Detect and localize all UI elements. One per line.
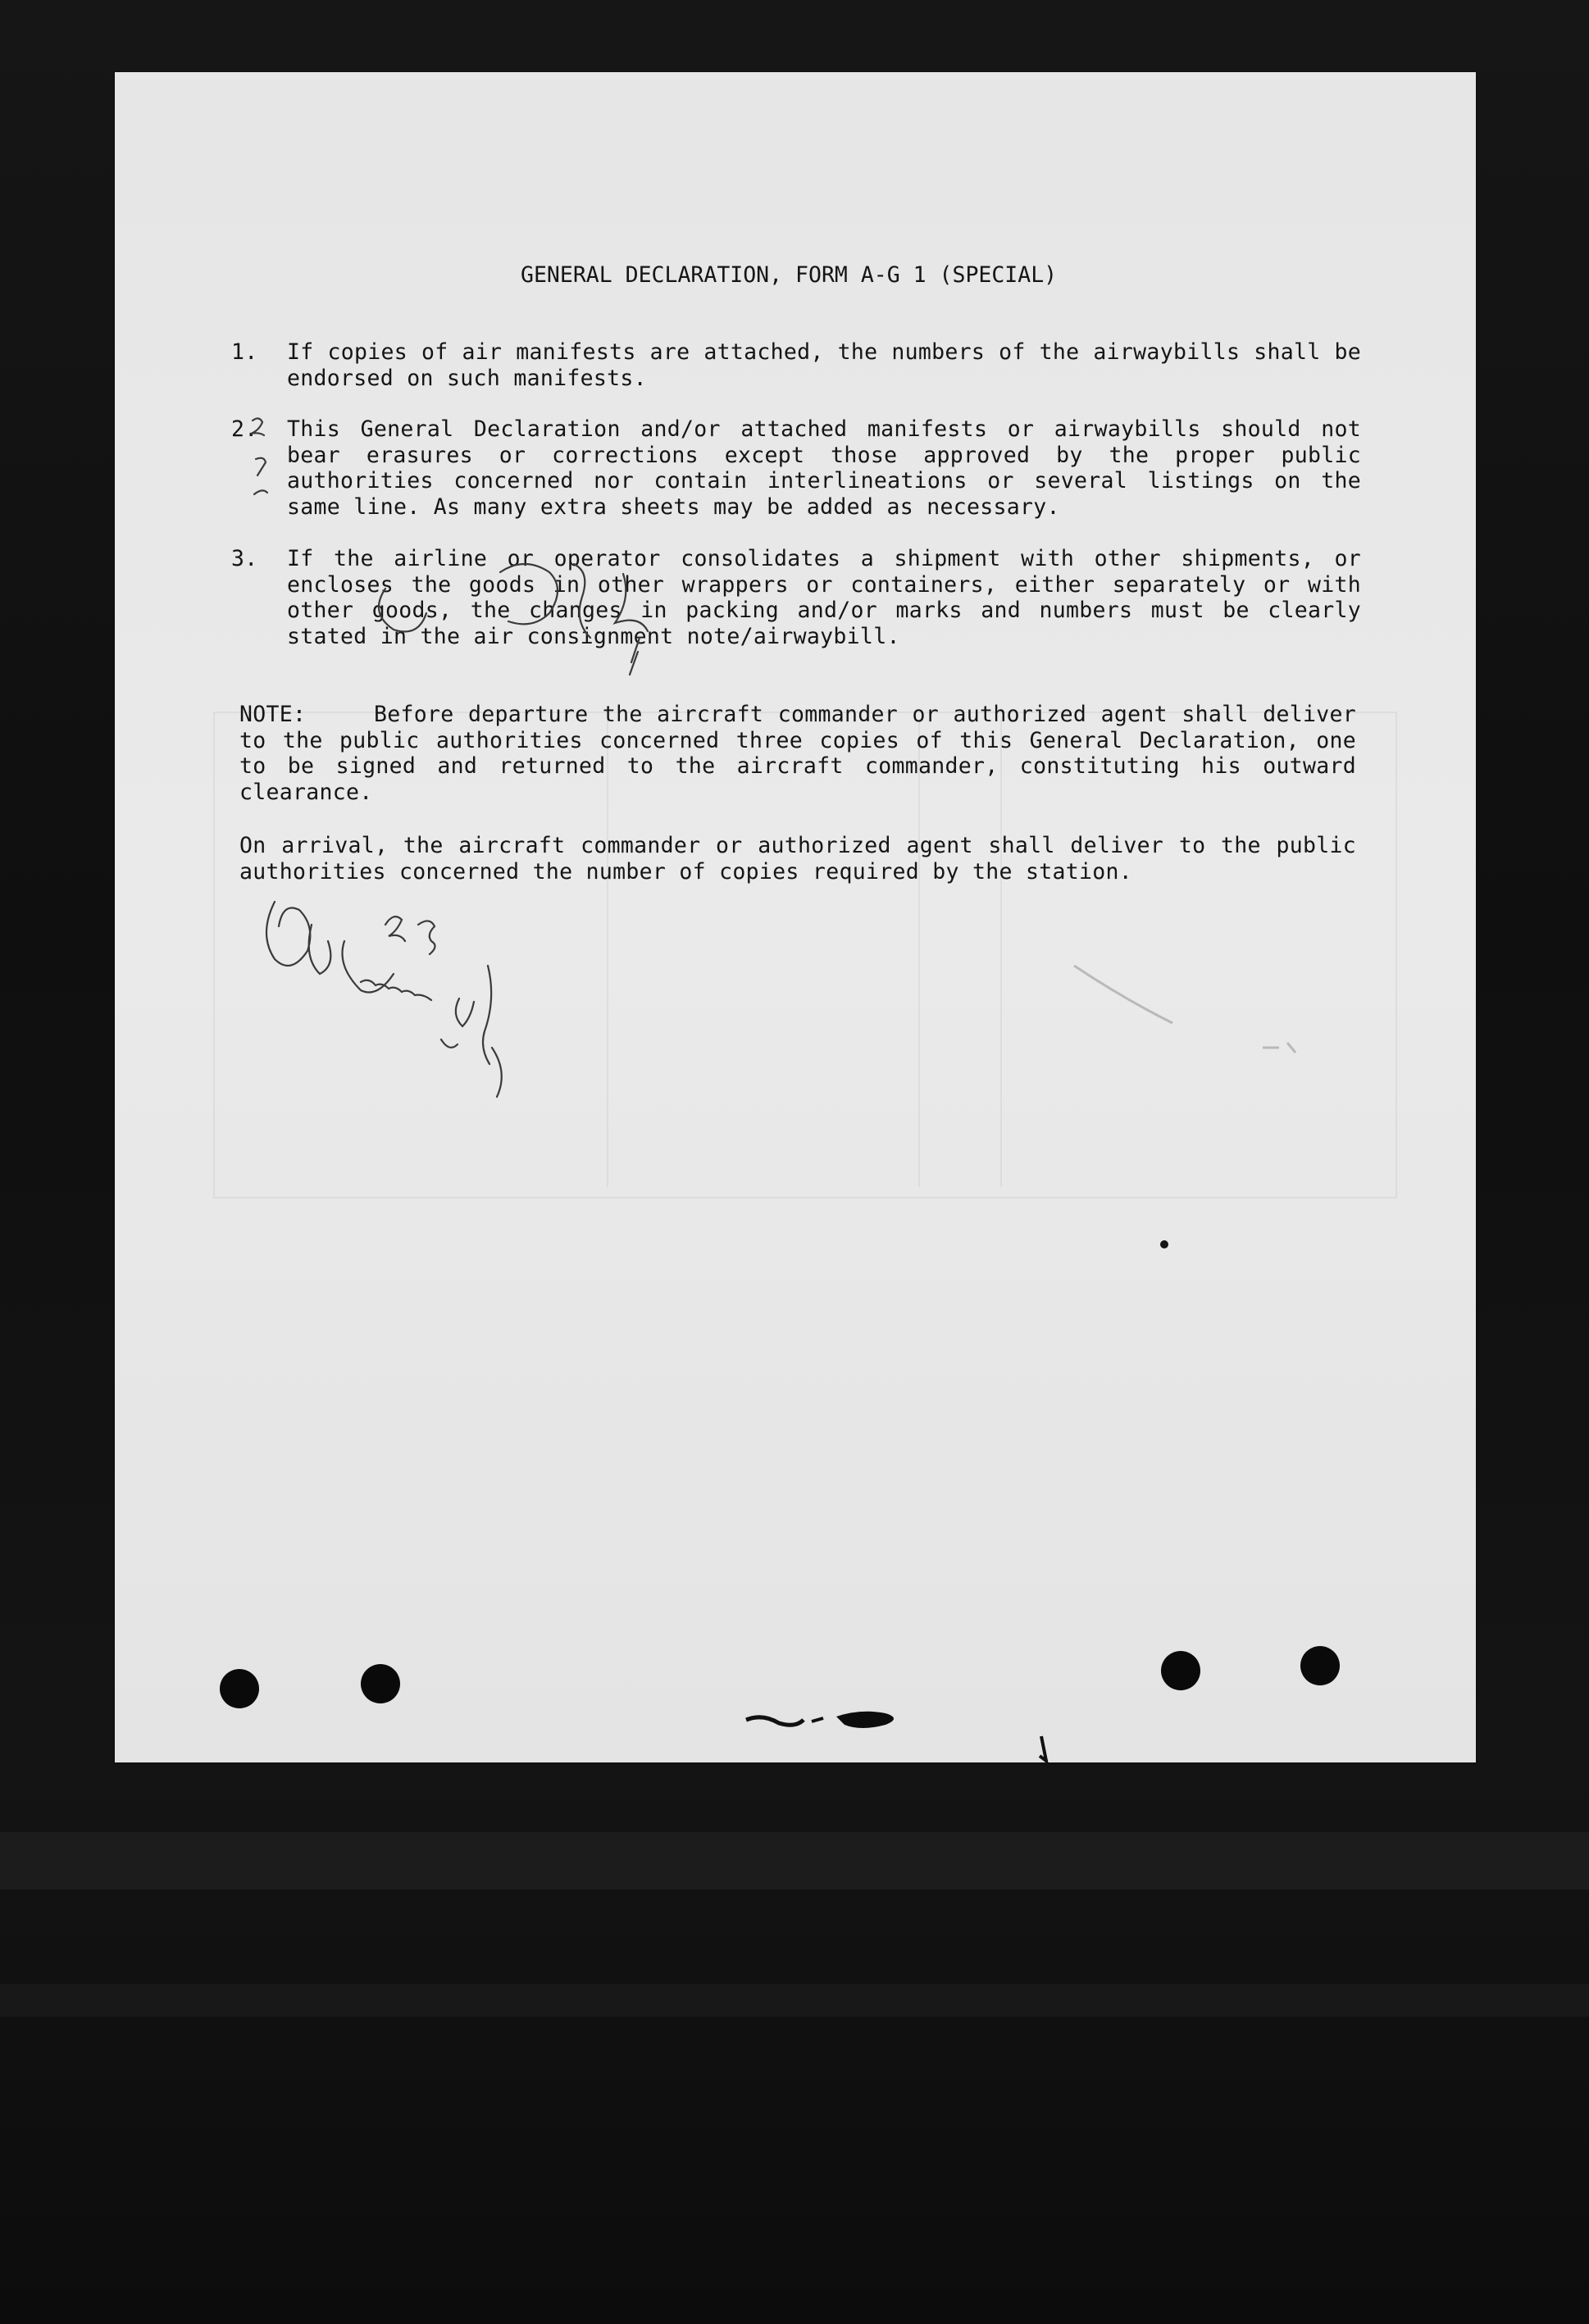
item-number: 2. [231, 416, 258, 442]
item-text: If copies of air manifests are attached, the numbers of the airwaybills shall be endorsed on such manifests. [287, 339, 1361, 391]
item-text: This General Declaration and/or attached manifests or airwaybills should not bear erasures or corrections except those approved by the proper public authorities concerned nor contain interlineations or several listings on the same line. As many extra sheets may be added as necessary. [287, 416, 1361, 520]
punch-hole [1161, 1651, 1200, 1690]
punch-hole [220, 1669, 259, 1708]
instruction-item-2 [231, 416, 1363, 523]
item-text: If the airline or operator consolidates a shipment with other shipments, or encloses the goods in other wrappers or containers, either separately or with other goods, the changes in packing and/or marks and numbers must be clearly stated in the air consignment note/airwaybill. [287, 546, 1361, 649]
note-text: Before departure the aircraft commander or authorized agent shall deliver to the public authorities concerned three copies of this General Declaration, one to be signed and returned to the aircraft commander, constituting his outward clearance. [239, 702, 1356, 805]
punch-hole [1300, 1646, 1340, 1685]
arrival-paragraph: On arrival, the aircraft commander or authorized agent shall deliver to the public authorities concerned the number of copies required by the station. [239, 833, 1356, 885]
note-label: NOTE: [239, 702, 307, 727]
scan-band [0, 1832, 1589, 1890]
instruction-item-1 [231, 339, 1363, 397]
instruction-item-3 [231, 546, 1363, 653]
item-number: 1. [231, 339, 258, 365]
form-title: GENERAL DECLARATION, FORM A-G 1 (SPECIAL) [521, 262, 1058, 288]
punch-hole [361, 1664, 400, 1703]
note-paragraph [239, 702, 1356, 805]
scan-band [0, 1984, 1589, 2017]
document-page [115, 72, 1476, 1762]
item-number: 3. [231, 546, 258, 571]
